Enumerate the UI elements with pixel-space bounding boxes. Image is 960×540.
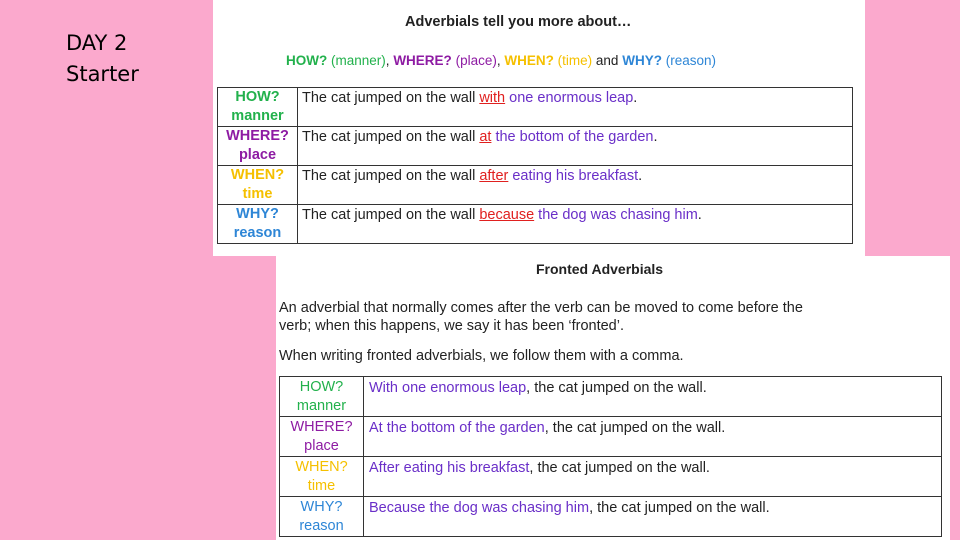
example-sentence: With one enormous leap, the cat jumped on the wall. [364,377,942,417]
table-row [218,127,853,166]
adverbials-card [213,0,865,256]
where-label: WHERE? (place) [393,53,497,68]
adverbials-title: Adverbials tell you more about… [405,14,632,30]
row-label-how: HOW? manner [280,377,364,417]
example-sentence: The cat jumped on the wall after eating his breakfast. [298,166,853,205]
table-row [280,377,942,417]
row-label-when: WHEN? time [280,457,364,497]
row-label-how: HOW? manner [218,88,298,127]
fronted-adverbials-card [276,256,950,540]
table-row [280,497,942,537]
comma-rule-paragraph: When writing fronted adverbials, we follow them with a comma. [279,348,684,364]
row-label-why: WHY? reason [218,205,298,244]
adverbial-types-line: HOW? (manner), WHERE? (place), WHEN? (time) and WHY? (reason) [286,53,716,68]
table-row [218,205,853,244]
fronted-adverbials-title: Fronted Adverbials [536,261,664,277]
starter-label: Starter [66,62,139,86]
fronted-adverbials-table [279,376,942,537]
slide-label [66,28,139,90]
row-label-when: WHEN? time [218,166,298,205]
example-sentence: After eating his breakfast, the cat jumped on the wall. [364,457,942,497]
why-label: WHY? (reason) [622,53,716,68]
example-sentence: The cat jumped on the wall at the bottom of the garden. [298,127,853,166]
adverbials-table [217,87,853,244]
table-row [218,88,853,127]
when-label: WHEN? (time) [504,53,593,68]
row-label-where: WHERE? place [280,417,364,457]
how-label: HOW? (manner) [286,53,386,68]
example-sentence: At the bottom of the garden, the cat jumped on the wall. [364,417,942,457]
day-label: DAY 2 [66,31,128,55]
row-label-why: WHY? reason [280,497,364,537]
example-sentence: The cat jumped on the wall with one enormous leap. [298,88,853,127]
example-sentence: Because the dog was chasing him, the cat jumped on the wall. [364,497,942,537]
example-sentence: The cat jumped on the wall because the dog was chasing him. [298,205,853,244]
row-label-where: WHERE? place [218,127,298,166]
table-row [218,166,853,205]
table-row [280,417,942,457]
definition-paragraph: An adverbial that normally comes after the verb can be moved to come before the verb; when this happens, we say it has been ‘fronted’. [279,300,803,334]
table-row [280,457,942,497]
